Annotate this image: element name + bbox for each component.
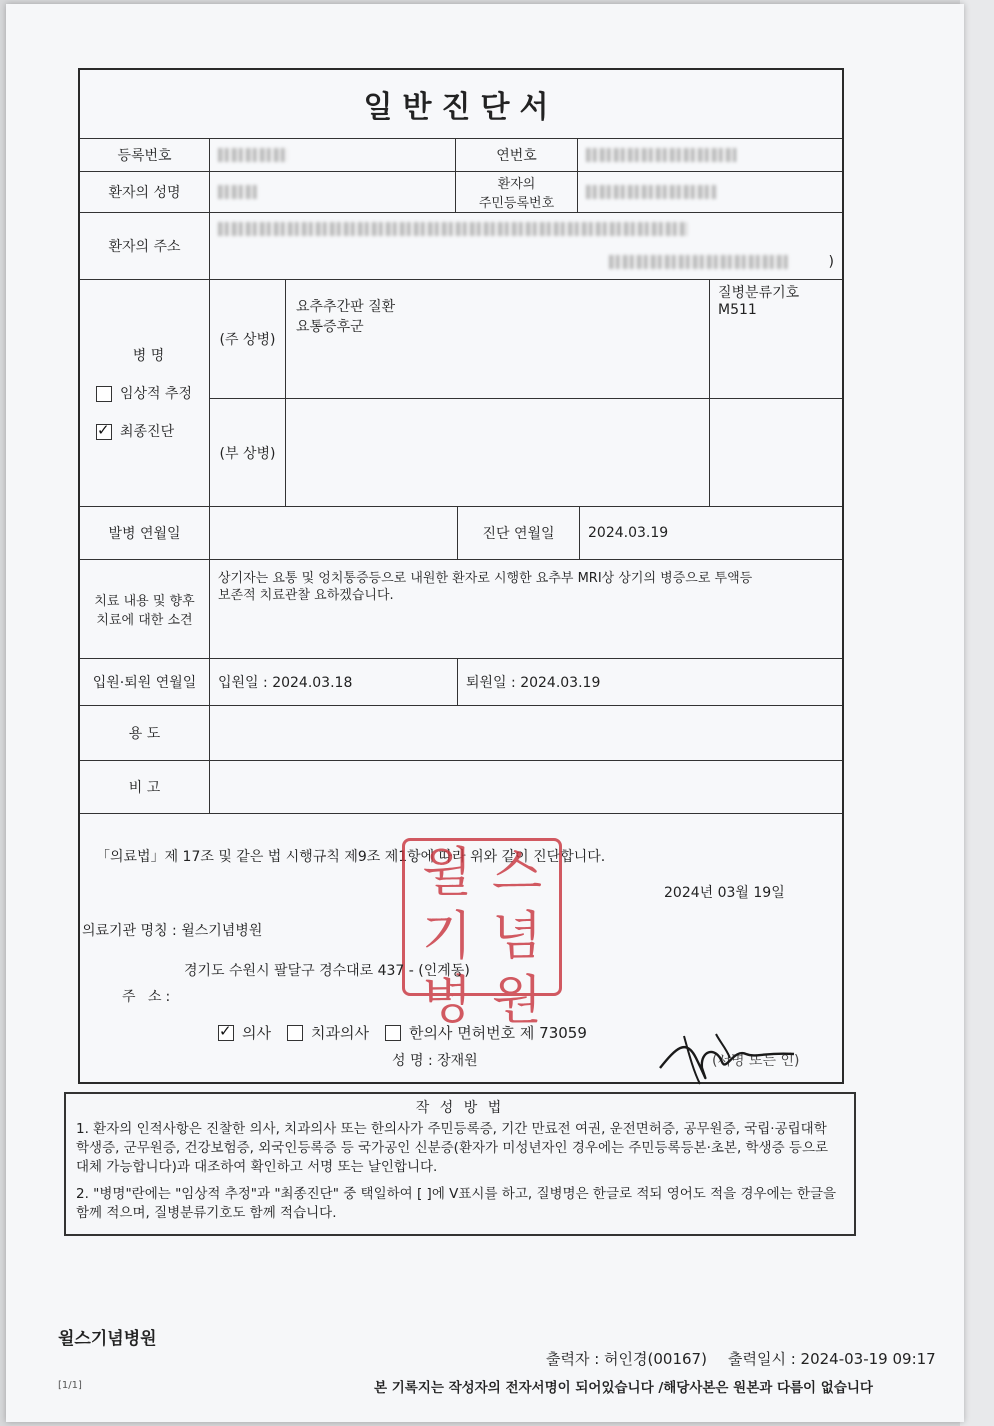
- doctor-label: 의사: [242, 1024, 271, 1042]
- patient-name-label: 환자의 성명: [80, 172, 210, 212]
- main-disease-line-2: 요통증후군: [296, 319, 364, 335]
- purpose-row: [80, 706, 842, 761]
- diagnosis-date-value: 2024.03.19: [588, 525, 669, 541]
- issue-date: 2024년 03월 19일: [664, 885, 785, 901]
- diagnosis-date-label: 진단 연월일: [458, 507, 580, 559]
- sub-disease-value: [286, 399, 710, 506]
- address-label: 주 소:: [122, 989, 175, 1005]
- footer-print-time: 출력일시 : 2024-03-19 09:17: [728, 1350, 936, 1368]
- serial-label: 연번호: [456, 139, 578, 171]
- onset-date-value: [210, 507, 458, 559]
- disease-code-label: 질병분류기호: [718, 285, 800, 301]
- disease-label: 병 명: [132, 348, 165, 364]
- disease-code-value: M511: [718, 302, 757, 318]
- remarks-row: [80, 761, 842, 814]
- treatment-text: [210, 560, 842, 658]
- patient-id-value: [578, 172, 842, 212]
- doctor-checkbox[interactable]: [218, 1025, 234, 1041]
- stamp-char-4: 념: [491, 907, 543, 967]
- main-disease-line-1: 요추추간판 질환: [296, 299, 396, 315]
- purpose-value: [210, 706, 842, 760]
- stamp-char-6: 원: [491, 971, 543, 1031]
- writing-method-box: [64, 1116, 856, 1236]
- patient-address-value: [210, 213, 842, 279]
- clinical-estimate-option[interactable]: [96, 383, 192, 403]
- disease-label-cell: [80, 280, 210, 506]
- document-title: 일반진단서: [363, 90, 559, 125]
- registration-row: [80, 139, 842, 172]
- title-row: [80, 70, 842, 139]
- final-diagnosis-label: 최종진단: [120, 424, 175, 440]
- onset-date-label: 발병 연월일: [80, 507, 210, 559]
- stamp-char-5: 병: [421, 971, 473, 1031]
- admission-label: 입원·퇴원 연월일: [80, 659, 210, 705]
- treatment-label-line2: 치료에 대한 소견: [96, 613, 193, 628]
- treatment-label-line1: 치료 내용 및 향후: [94, 594, 195, 609]
- oriental-doctor-label: 한의사 면허번호 제 73059: [408, 1024, 587, 1042]
- treatment-text-line2: 보존적 치료관찰 요하겠습니다.: [218, 588, 394, 603]
- clinical-estimate-label: 임상적 추정: [120, 386, 193, 402]
- treatment-text-line1: 상기자는 요통 및 엉치통증등으로 내원한 환자로 시행한 요추부 MRI상 상기의 병증으로 투액등: [218, 571, 753, 586]
- remarks-label: 비 고: [80, 761, 210, 813]
- disease-row: [80, 280, 842, 507]
- writing-method-title: 작 성 방 법: [64, 1092, 856, 1118]
- footer-notice: 본 기록지는 작성자의 전자서명이 되어있습니다 /해당사본은 원본과 다름이 없습니다: [374, 1380, 873, 1396]
- main-disease-row: [210, 280, 842, 399]
- law-statement: 「의료법」제 17조 및 같은 법 시행규칙 제9조 제1항에 따라 위와 같이 진단합니다.: [96, 849, 606, 865]
- back-paper-edge: [960, 0, 994, 1426]
- sub-disease-row: [210, 399, 842, 506]
- patient-name-value: [210, 172, 456, 212]
- final-diagnosis-checkbox[interactable]: [96, 424, 112, 440]
- discharge-value: 퇴원일 : 2024.03.19: [466, 675, 601, 691]
- patient-id-label: [456, 172, 578, 212]
- patient-name-row: [80, 172, 842, 213]
- serial-value: [578, 139, 842, 171]
- method-item-1: 1. 환자의 인적사항은 진찰한 의사, 치과의사 또는 한의사가 주민등록증, 기간 만료전 여권, 운전면허증, 공무원증, 국립·공립대학 학생증, 군무원증, 건강보험증, 외국인등록증 등 국가공인 신분증(환자가 미성년자인 경우에는 주민등록등본·초본, 학생증 등으로 대체 가능합니다)과 대조하여 확인하고 서명 또는 날인합니다.: [76, 1121, 829, 1175]
- treatment-label: [80, 560, 210, 658]
- remarks-value: [210, 761, 842, 813]
- registration-label: 등록번호: [80, 139, 210, 171]
- patient-address-label: 환자의 주소: [80, 213, 210, 279]
- admission-row: [80, 659, 842, 706]
- institution-address: 경기도 수원시 팔달구 경수대로 437 - (인계동): [184, 963, 470, 979]
- dates-row: [80, 507, 842, 560]
- sub-disease-code: [710, 399, 842, 506]
- disease-detail: [210, 280, 842, 506]
- sign-label: (서명 또는 인): [712, 1053, 800, 1069]
- footer-printer: 출력자 : 허인경(00167): [546, 1350, 707, 1368]
- main-disease-value: [286, 280, 710, 398]
- institution-name: 의료기관 명칭 : 윌스기념병원: [82, 923, 263, 939]
- disease-code-cell: [710, 280, 842, 398]
- admission-value: 입원일 : 2024.03.18: [210, 659, 458, 705]
- doctor-signature: [656, 1028, 796, 1088]
- footer-hospital-name: 윌스기념병원: [58, 1329, 157, 1349]
- final-diagnosis-option[interactable]: [96, 421, 174, 441]
- dentist-label: 치과의사: [310, 1024, 369, 1042]
- dentist-checkbox[interactable]: [287, 1025, 303, 1041]
- patient-id-label-line2: 주민등록번호: [478, 196, 555, 211]
- registration-value: [210, 139, 456, 171]
- stamp-char-3: 기: [421, 907, 473, 967]
- license-type-options: [218, 1022, 587, 1043]
- stamp-char-1: 윌: [421, 843, 473, 903]
- sub-disease-label: (부 상병): [210, 399, 286, 506]
- purpose-label: 용 도: [80, 706, 210, 760]
- address-suffix: ): [828, 254, 834, 270]
- patient-address-row: [80, 213, 842, 280]
- oriental-doctor-checkbox[interactable]: [385, 1025, 401, 1041]
- doctor-name: 성 명 : 장재원: [392, 1053, 478, 1069]
- main-disease-label: (주 상병): [210, 280, 286, 398]
- clinical-estimate-checkbox[interactable]: [96, 386, 112, 402]
- patient-id-label-line1: 환자의: [497, 177, 536, 192]
- stamp-char-2: 스: [491, 843, 543, 903]
- treatment-row: [80, 560, 842, 659]
- method-item-2: 2. "병명"란에는 "임상적 추정"과 "최종진단" 중 택일하여 [ ]에 V표시를 하고, 질병명은 한글로 적되 영어도 적을 경우에는 한글을 함께 적으며, 질병분류기호도 함께 적습니다.: [76, 1186, 837, 1221]
- footer-page-number: [1/1]: [58, 1380, 82, 1391]
